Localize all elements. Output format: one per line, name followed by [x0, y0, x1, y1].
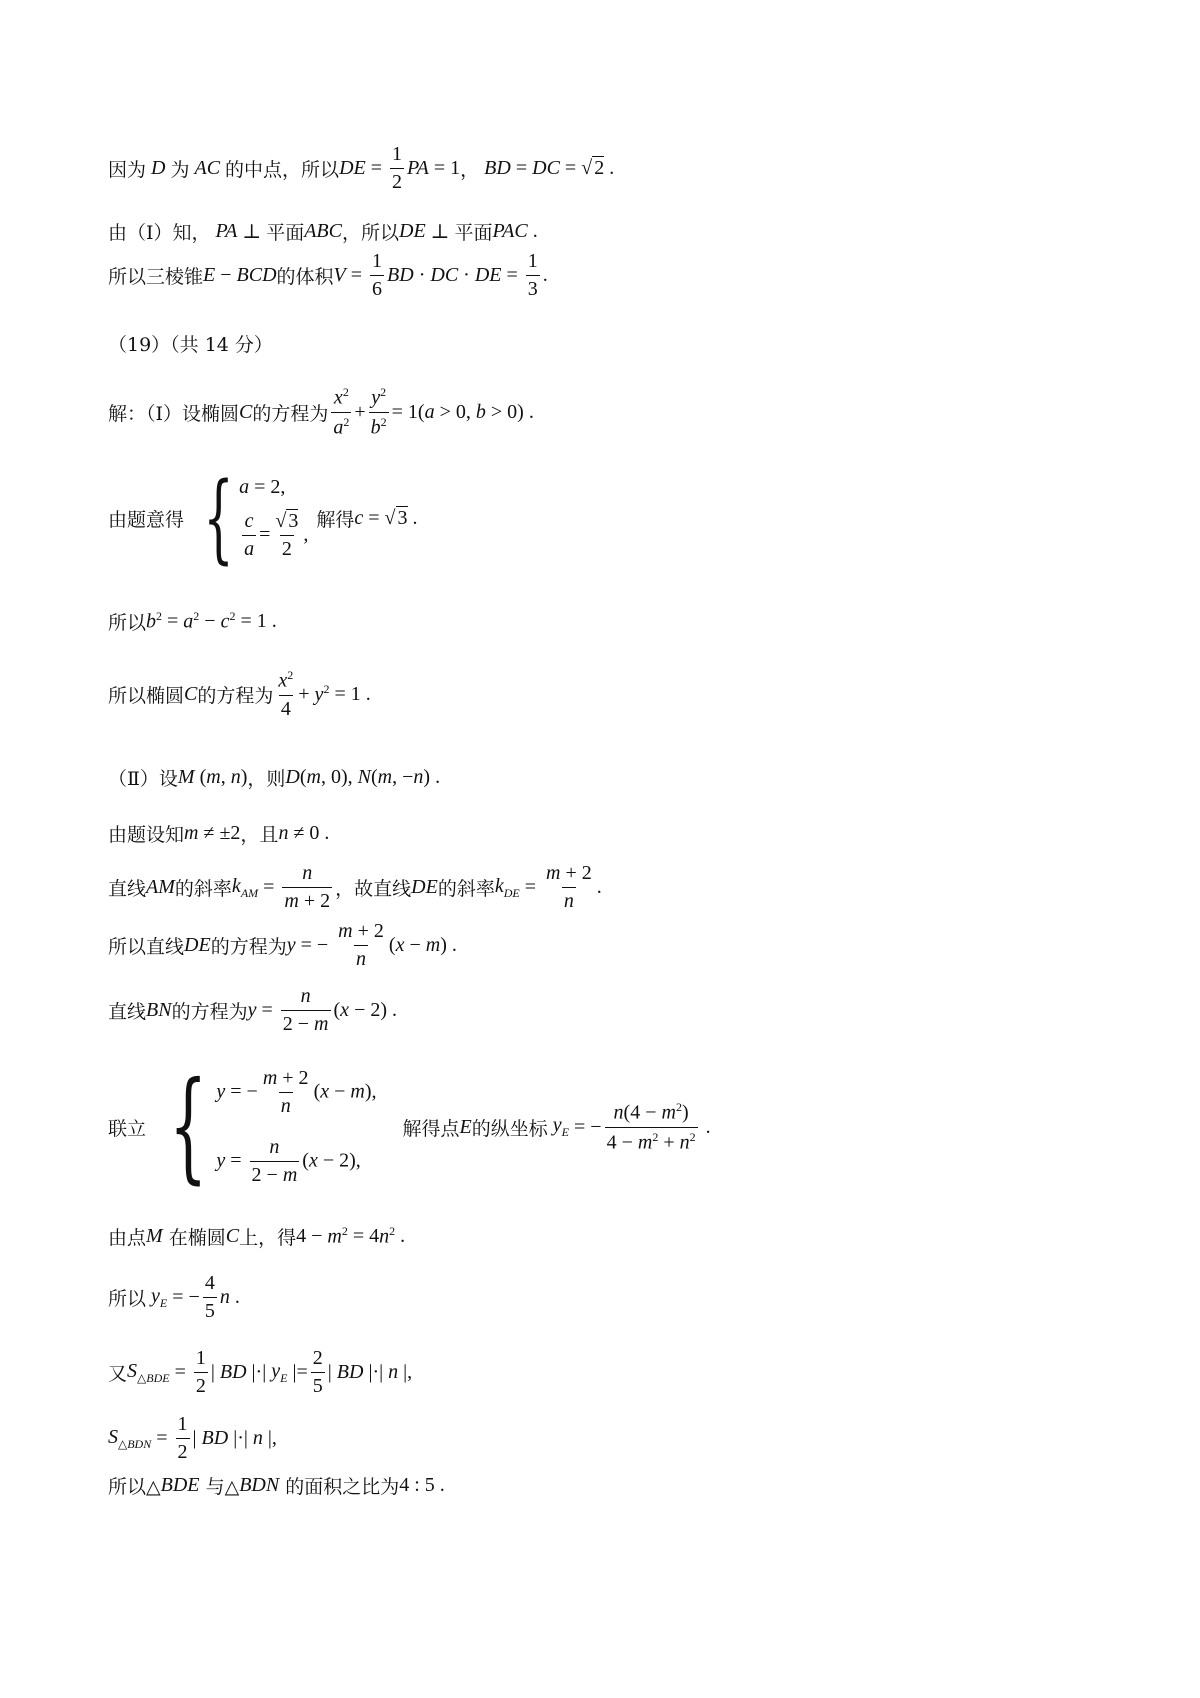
line-19: 所以△ BDE 与△ BDN 的面积之比为 4 : 5 .: [108, 1474, 445, 1498]
line-2: 由（I）知， PA ⊥ 平面 ABC ，所以 DE ⊥ 平面 PAC .: [108, 220, 538, 244]
line-3: 所以三棱锥 E − BCD 的体积 V = $\frac{1}{6}$ BD · DC · DE = $\frac{1}{3}$ .: [108, 250, 548, 300]
line-5: 解：（Ⅰ）设椭圆 C 的方程为 $\frac{x^2}{a^2}$ + $\frac{y^2}{b^2}$ = 1( a > 0, b > 0) .: [108, 385, 534, 439]
line-13: 直线 BN 的方程为 y = $\frac{n}{2 - m}$ ( x − 2) .: [108, 985, 398, 1035]
line-14: 联立 { y = − $\frac{m + 2}{n}$ (x − m), y = $\frac{n}{2 - m}$ (x − 2), 解得点 E 的纵坐标 $y_E$ = − $\frac{n(4 - m^2)}{4 - m^2 + n^2}$ .: [108, 1057, 711, 1196]
line-11: 直线 AM 的斜率 $k_{AM}$ = $\frac{n}{m + 2}$ ，故直线 DE 的斜率 $k_{DE}$ = $\frac{m + 2}{n}$ .: [108, 862, 602, 912]
line-9: （Ⅱ）设 M ( m , n ) ，则 D ( m , 0), N ( m , − n ) .: [108, 766, 441, 790]
line-6: 由题意得 { a = 2, $\frac{c}{a}$ = $\frac{√ 3}{2}$ , 解得 c = √ 3 .: [108, 462, 418, 574]
line-8: 所以椭圆 C 的方程为 $\frac{x^2}{4}$ + $y^2$ = 1 .: [108, 668, 371, 720]
line-1: 因为 D 为 AC 的中点，所以 DE = $\frac{1}{2}$ PA = 1 ， BD = DC = √ 2 .: [108, 143, 615, 193]
equation-system: { a = 2, $\frac{c}{a}$ = $\frac{√ 3}{2}$ ,: [203, 462, 309, 574]
line-16: 所以 $y_E$ = − $\frac{4}{5}$ n .: [108, 1272, 240, 1322]
equation-system: { y = − $\frac{m + 2}{n}$ (x − m), y = $\frac{n}{2 - m}$ (x − 2),: [169, 1057, 377, 1196]
line-10: 由题设知 m ≠ ±2 ，且 n ≠ 0 .: [108, 822, 330, 846]
line-7: 所以 $b^2$ = $a^2$ − $c^2$ = 1 .: [108, 609, 277, 634]
section-heading-19: （19）（共 14 分）: [108, 334, 273, 356]
line-12: 所以直线 DE 的方程为 y = − $\frac{m + 2}{n}$ ( x − m ) .: [108, 920, 457, 970]
fraction-half: $\frac{1}{2}$: [392, 143, 403, 193]
line-15: 由点 M 在椭圆 C 上，得 4 − $m^2$ = 4 $n^2$ .: [108, 1224, 406, 1249]
line-18: $S_{\triangle BDN}$ = $\frac{1}{2}$ | BD |·| n |,: [108, 1413, 277, 1463]
line-17: 又 $S_{\triangle BDE}$ = $\frac{1}{2}$ | BD |·| $y_E$ |= $\frac{2}{5}$ | BD |·| n |,: [108, 1347, 413, 1397]
